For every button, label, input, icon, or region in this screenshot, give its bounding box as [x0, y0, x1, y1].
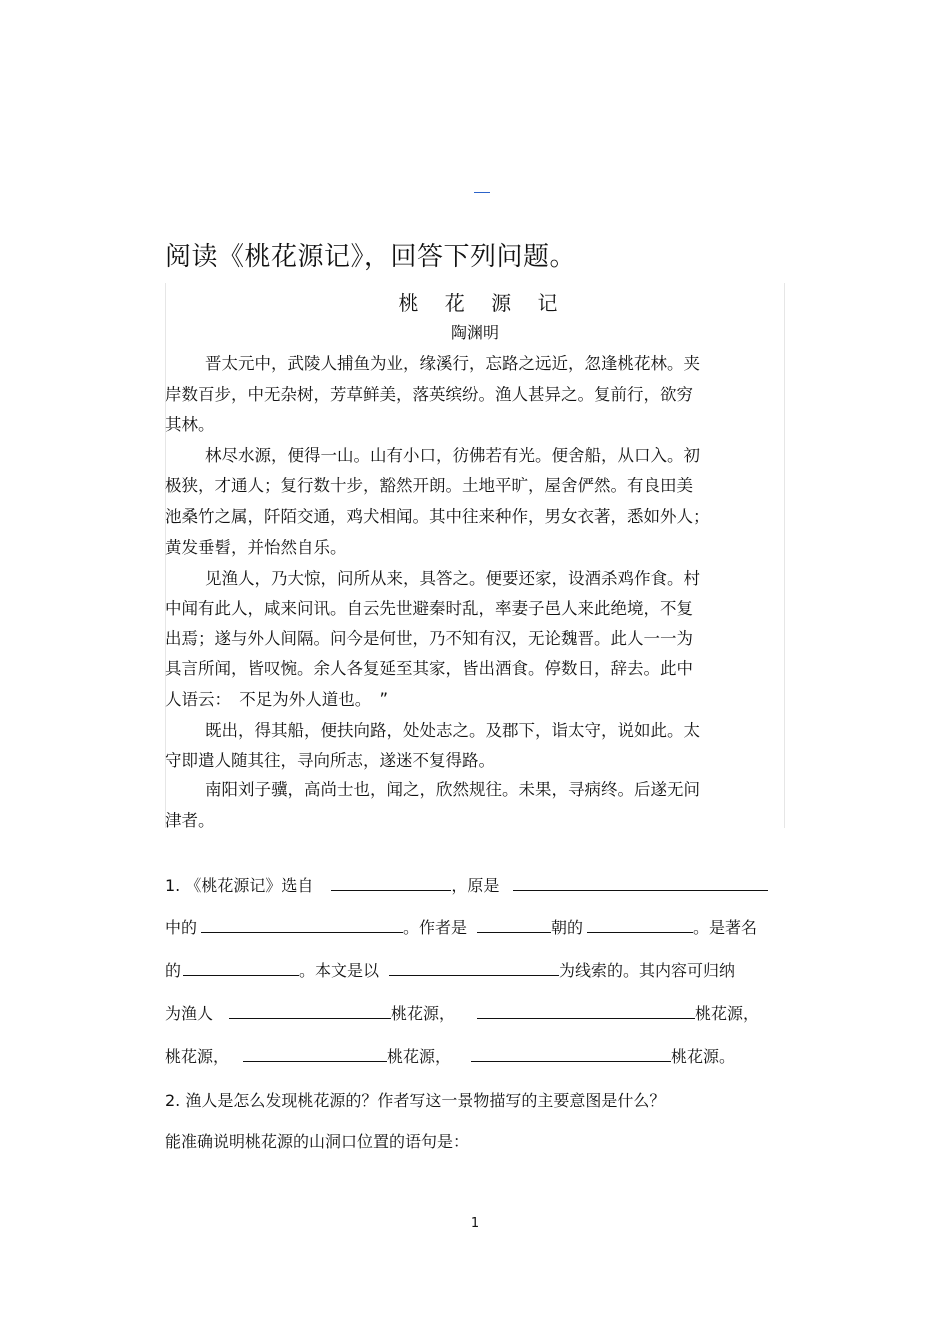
passage-line: 中闻有此人，咸来问讯。自云先世避秦时乱，率妻子邑人来此绝境，不复: [165, 599, 693, 618]
passage-author: 陶渊明: [450, 323, 499, 342]
answer-blank[interactable]: [587, 916, 693, 933]
question-1-text: 为线索的。其内容可归纳: [559, 961, 736, 980]
answer-blank[interactable]: [513, 874, 768, 891]
answer-blank[interactable]: [477, 1002, 695, 1019]
question-1-line-3: [165, 958, 735, 981]
answer-blank[interactable]: [201, 916, 403, 933]
passage-line: 黄发垂髫，并怡然自乐。: [165, 538, 347, 557]
answer-blank[interactable]: [389, 959, 559, 976]
question-1-line-5: [165, 1044, 735, 1067]
question-2-sub: 能准确说明桃花源的山洞口位置的语句是：: [165, 1132, 470, 1151]
question-1-text: 桃花源，: [387, 1047, 452, 1066]
passage-line: 林尽水源，便得一山。山有小口，彷佛若有光。便舍船，从口入。初: [205, 446, 700, 465]
question-1-line-2: [165, 915, 757, 938]
question-1-text: 。是著名: [693, 918, 758, 937]
question-1-text: 1. 《桃花源记》选自: [165, 876, 314, 895]
question-1-text: 桃花源，: [165, 1047, 230, 1066]
passage-line: 其林。: [165, 415, 215, 434]
passage-line: 出焉；遂与外人间隔。问今是何世，乃不知有汉，无论魏晋。此人一一为: [165, 629, 693, 648]
page-title: 阅读《桃花源记》，回答下列问题。: [165, 242, 577, 272]
passage-line: 池桑竹之属，阡陌交通，鸡犬相闻。其中往来种作，男女衣著，悉如外人；: [165, 507, 710, 526]
question-1-text: 桃花源，: [391, 1004, 456, 1023]
answer-blank[interactable]: [229, 1002, 391, 1019]
answer-blank[interactable]: [331, 874, 451, 891]
passage-line: 极狭，才通人；复行数十步，豁然开朗。土地平旷，屋舍俨然。有良田美: [165, 476, 693, 495]
passage-line: 人语云： 不足为外人道也。 ”: [165, 690, 389, 709]
page-number: 1: [470, 1216, 480, 1231]
passage-line: 守即遣人随其往，寻向所志，遂迷不复得路。: [165, 751, 495, 770]
passage-frame-right: [784, 283, 785, 828]
passage-line: 南阳刘子骥，高尚士也，闻之，欣然规往。未果，寻病终。后遂无问: [205, 780, 700, 799]
question-1-text: 桃花源，: [695, 1004, 760, 1023]
question-1-text: ，原是: [451, 876, 500, 895]
passage-line: 见渔人，乃大惊，问所从来，具答之。便要还家，设酒杀鸡作食。村: [205, 569, 700, 588]
question-2: 2. 渔人是怎么发现桃花源的？作者写这一景物描写的主要意图是什么？: [165, 1091, 666, 1110]
question-1-text: 。本文是以: [299, 961, 380, 980]
question-1-line-4: [165, 1001, 759, 1024]
question-1-text: 的: [165, 961, 182, 980]
answer-blank[interactable]: [183, 959, 299, 976]
question-1-line-1: [165, 873, 768, 896]
passage-line: 既出，得其船，便扶向路，处处志之。及郡下，诣太守，说如此。太: [205, 721, 700, 740]
passage-line: 岸数百步，中无杂树，芳草鲜美，落英缤纷。渔人甚异之。复前行，欲穷: [165, 385, 693, 404]
passage-line: 津者。: [165, 811, 215, 830]
passage-title: 桃 花 源 记: [398, 291, 568, 315]
passage-line: 具言所闻，皆叹惋。余人各复延至其家，皆出酒食。停数日，辞去。此中: [165, 659, 693, 678]
question-1-text: 为渔人: [165, 1004, 214, 1023]
answer-blank[interactable]: [477, 916, 551, 933]
answer-blank[interactable]: [471, 1045, 671, 1062]
answer-blank[interactable]: [243, 1045, 387, 1062]
question-1-text: 。作者是: [403, 918, 468, 937]
question-1-text: 中的: [165, 918, 198, 937]
top-mark: [474, 192, 490, 193]
passage-line: 晋太元中，武陵人捕鱼为业，缘溪行，忘路之远近，忽逢桃花林。夹: [205, 354, 700, 373]
question-1-text: 朝的: [551, 918, 584, 937]
question-1-text: 桃花源。: [671, 1047, 736, 1066]
